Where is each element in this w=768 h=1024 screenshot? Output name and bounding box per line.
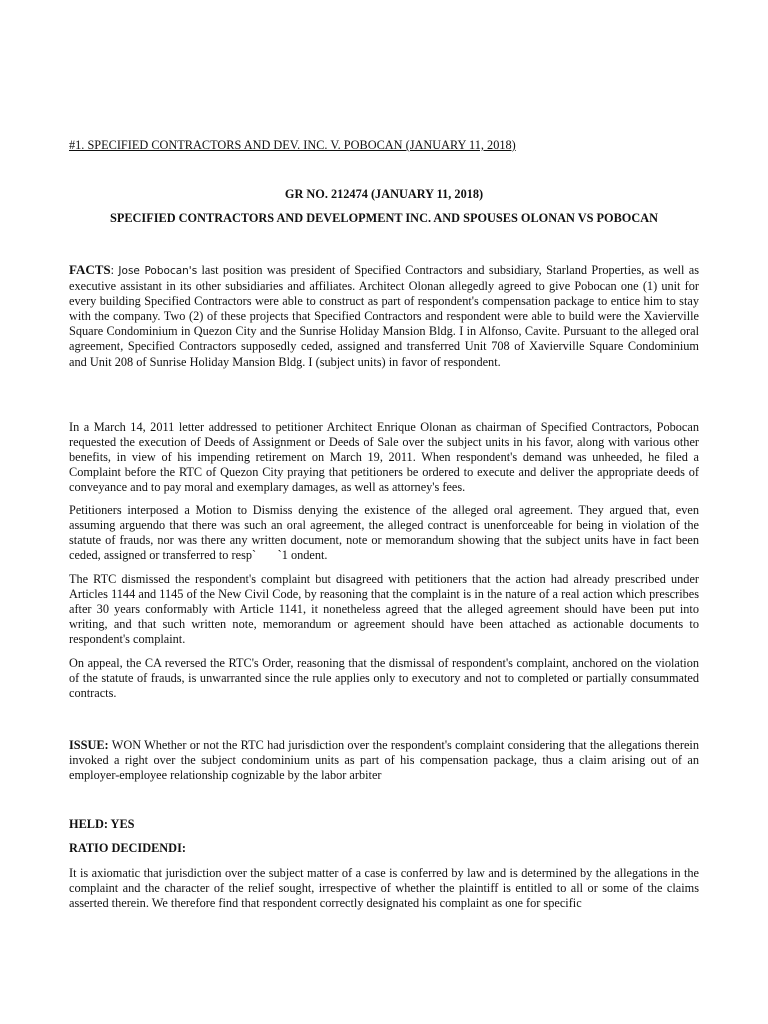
motion-paragraph: Petitioners interposed a Motion to Dismiss denying the existence of the alleged oral agreement. They argued that, even assuming arguendo that there was such an oral agreement, the alleged contract is unenforceable for being in violation of the statute of frauds, nor was there any written document, note or memorandum showing that the subject units have in fact been ceded, assigned or transferred to resp` `1 ondent. xyxy=(69,503,703,563)
case-title-heading: SPECIFIED CONTRACTORS AND DEVELOPMENT INC. AND SPOUSES OLONAN VS POBOCAN xyxy=(110,211,658,225)
appeal-paragraph: On appeal, the CA reversed the RTC's Order, reasoning that the dismissal of respondent's complaint, anchored on the violation of the statute of frauds, is unwarranted since the rule applies only to executory and not to completed or partially consummated contracts. xyxy=(69,656,699,701)
ratio-paragraph: It is axiomatic that jurisdiction over the subject matter of a case is conferred by law and is determined by the allegations in the complaint and the character of the relief sought, irrespective of whether the plaintiff is entitled to all or some of the claims asserted therein. We therefore find that respondent correctly designated his complaint as one for specific xyxy=(69,866,699,911)
facts-paragraph xyxy=(69,262,699,370)
ratio-decidendi-heading: RATIO DECIDENDI: xyxy=(69,841,186,855)
facts-text: last position was president of Specified Contractors and subsidiary, Starland Properties, as well as executive assistant in its other subsidiaries and affiliates. Architect Olonan allegedly agreed to give Pobocan one (1) unit for every building Specified Contractors were able to construct as part of respondent's compensation package to entice him to stay with the company. Two (2) of these projects that Specified Contractors and respondent were able to build were the Xavierville Square Condominium in Quezon City and the Sunrise Holiday Mansion Bldg. I in Alfonso, Cavite. Pursuant to the alleged oral agreement, Specified Contractors supposedly ceded, assigned and transferred Unit 708 of Xavierville Square Condominium and Unit 208 of Sunrise Holiday Mansion Bldg. I (subject units) in favor of respondent. xyxy=(69,263,699,369)
letter-paragraph: In a March 14, 2011 letter addressed to petitioner Architect Enrique Olonan as chairman of Specified Contractors, Pobocan requested the execution of Deeds of Assignment or Deeds of Sale over the subject units in his favor, along with various other benefits, in view of his impending retirement on March 19, 2011. When respondent's demand was unheeded, he filed a Complaint before the RTC of Quezon City praying that petitioners be ordered to execute and deliver the appropriate deeds of conveyance and to pay moral and exemplary damages, as well as attorney's fees. xyxy=(69,420,699,495)
issue-text: WON Whether or not the RTC had jurisdiction over the respondent's complaint considering that the allegations therein invoked a right over the subject condominium units as part of his compensation package, thus a claim arising out of an employer-employee relationship cognizable by the labor arbiter xyxy=(69,738,699,783)
respondent-name: Jose Pobocan's xyxy=(118,265,198,277)
held-heading: HELD: YES xyxy=(69,817,135,831)
facts-label: FACTS xyxy=(69,262,111,277)
case-heading: #1. SPECIFIED CONTRACTORS AND DEV. INC. V. POBOCAN (JANUARY 11, 2018) xyxy=(69,138,516,152)
document-page xyxy=(69,0,703,1024)
facts-separator: : xyxy=(110,263,119,277)
issue-label: ISSUE: xyxy=(69,738,109,752)
rtc-paragraph: The RTC dismissed the respondent's complaint but disagreed with petitioners that the action had already prescribed under Articles 1144 and 1145 of the New Civil Code, by reasoning that the complaint is in the nature of a real action which prescribes after 30 years conformably with Article 1141, it nonetheless agreed that the alleged agreement should have been put into writing, and that such written note, memorandum or agreement should have been attached as actionable documents to respondent's complaint. xyxy=(69,572,699,647)
gr-number-heading: GR NO. 212474 (JANUARY 11, 2018) xyxy=(284,187,484,201)
issue-paragraph xyxy=(69,738,699,783)
